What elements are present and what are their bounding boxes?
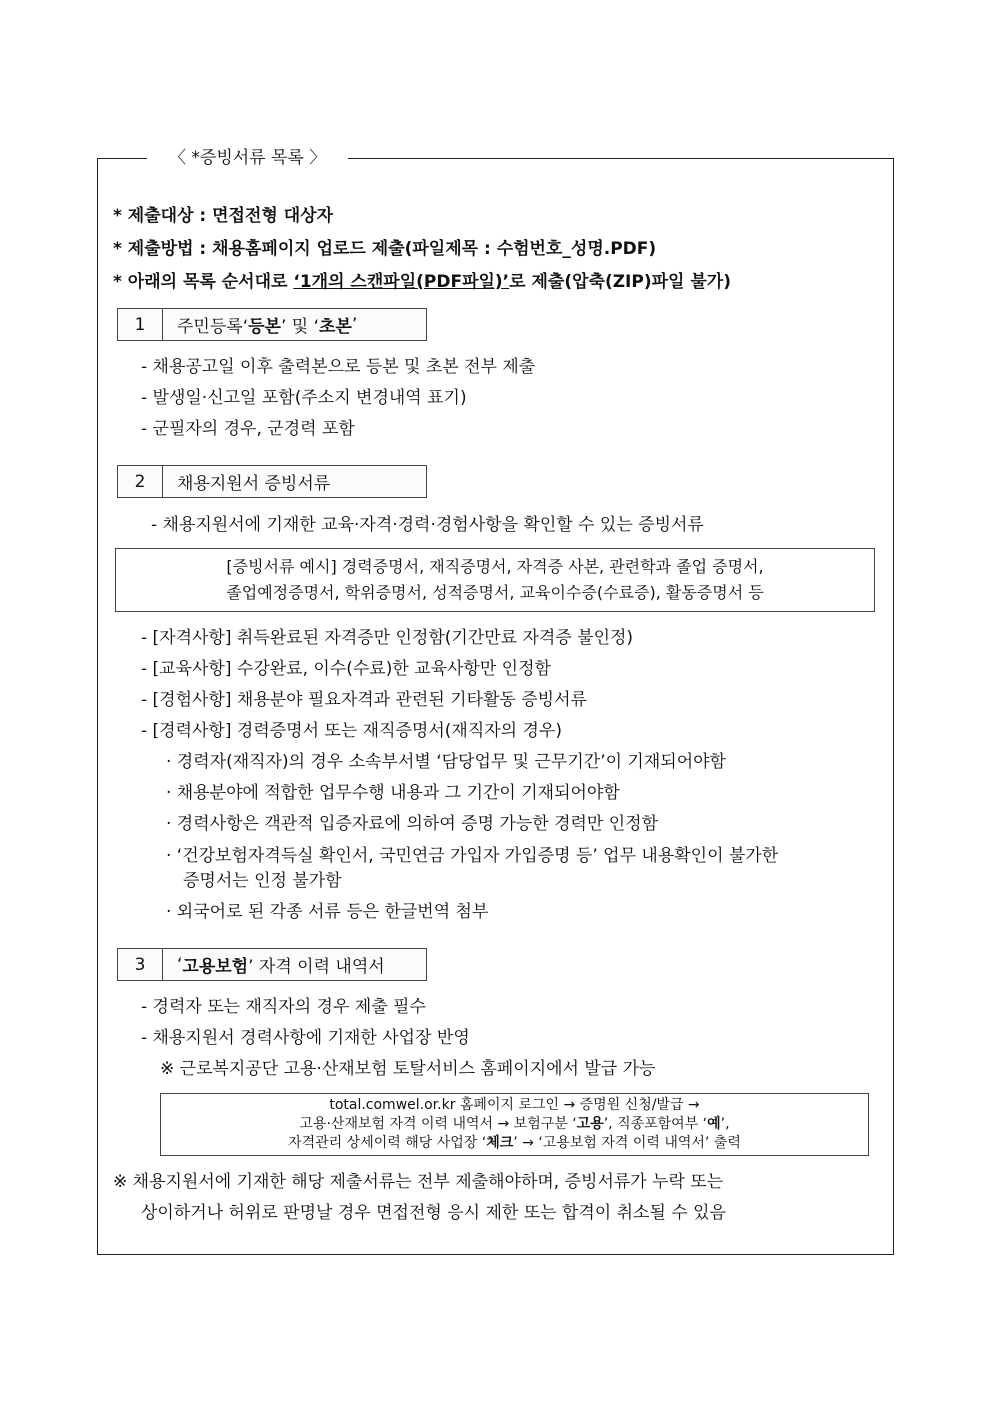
t2a: 고용·산재보험 자격 이력 내역서 → 보험구분 ‘ [299,1116,577,1132]
total-line-2 [161,1115,868,1134]
t2e: ’, [720,1116,730,1132]
title-prefix: 〈 * [169,148,200,168]
title-suffix: 〉 [303,148,327,168]
intro-target: * 제출대상 : 면접전형 대상자 [113,206,334,226]
section3-label [163,949,385,980]
t2d: 예 [707,1116,721,1132]
example-line-2: 졸업예정증명서, 학위증명서, 성적증명서, 교육이수증(수료증), 활동증명서 등 [226,583,764,602]
intro-order-emphasis: ‘1개의 스캔파일(PDF파일)’ [293,272,510,292]
section2-subitem: · 경력사항은 객관적 입증자료에 의하여 증명 가능한 경력만 인정함 [166,814,659,834]
section2-subitem: · 채용분야에 적합한 업무수행 내용과 그 기간이 기재되어야함 [166,783,620,803]
section1-header [117,308,427,341]
s1-label-b: 등본 [248,317,281,337]
section1-label [163,309,357,340]
section2-lead: - 채용지원서에 기재한 교육·자격·경력·경험사항을 확인할 수 있는 증빙서류 [151,515,704,535]
intro-order-c: 로 제출(압축(ZIP)파일 불가) [509,272,731,292]
section3-item: - 경력자 또는 재직자의 경우 제출 필수 [141,997,426,1017]
footer-note-1: ※ 채용지원서에 기재한 해당 제출서류는 전부 제출해야하며, 증빙서류가 누락 또는 [113,1172,724,1192]
section2-subitem: · ‘건강보험자격득실 확인서, 국민연금 가입자 가입증명 등’ 업무 내용확인이 불가한 [166,846,779,866]
total-line-3 [161,1134,868,1153]
s1-label-d: 초본 [319,317,352,337]
intro-order [113,270,731,294]
section2-subitem: · 외국어로 된 각종 서류 등은 한글번역 첨부 [166,902,489,922]
s3-label-a: ‘ [177,954,183,975]
section2-item: - [자격사항] 취득완료된 자격증만 인정함(기간만료 자격증 불인정) [141,628,634,648]
section2-number: 2 [118,466,163,497]
intro-method: * 제출방법 : 채용홈페이지 업로드 제출(파일제목 : 수험번호_성명.PDF) [113,239,657,259]
section2-item: - [경험사항] 채용분야 필요자격과 관련된 기타활동 증빙서류 [141,690,587,710]
t2c: ’, 직종포함여부 ‘ [603,1116,708,1132]
section2-item: - [교육사항] 수강완료, 이수(수료)한 교육사항만 인정함 [141,659,551,679]
s3-label-b: 고용보험 [182,957,249,977]
t2b: 고용 [576,1116,604,1132]
example-line-1: [증빙서류 예시] 경력증명서, 재직증명서, 자격증 사본, 관련학과 졸업 증명서, [226,557,764,576]
title-main: 증빙서류 목록 [199,148,304,168]
example-box [115,548,875,612]
section3-number: 3 [118,949,163,980]
section1-item: - 채용공고일 이후 출력본으로 등본 및 초본 전부 제출 [141,357,536,377]
frame-title [147,145,348,171]
s1-label-e: ’ [351,314,358,335]
t3b: 체크 [486,1135,514,1151]
section2-header [117,465,427,498]
section2-subitem: · 경력자(재직자)의 경우 소속부서별 ‘담당업무 및 근무기간’이 기재되어야함 [166,752,726,772]
s3-label-c: ’ 자격 이력 내역서 [248,957,385,977]
s1-label-a: 주민등록‘ [177,317,249,337]
section2-label: 채용지원서 증빙서류 [177,474,331,494]
total-service-box [160,1093,869,1156]
section1-number: 1 [118,309,163,340]
section2-subitem-cont: 증명서는 인정 불가함 [183,871,342,891]
total-line-1: total.comwel.or.kr 홈페이지 로그인 → 증명원 신청/발급 → [329,1097,700,1113]
t3a: 자격관리 상세이력 해당 사업장 ‘ [288,1135,487,1151]
s1-label-c: ’ 및 ‘ [280,317,319,337]
t3c: ’ → ‘고용보험 자격 이력 내역서’ 출력 [513,1135,741,1151]
section3-item: - 채용지원서 경력사항에 기재한 사업장 반영 [141,1028,470,1048]
footer-note-2: 상이하거나 허위로 판명날 경우 면접전형 응시 제한 또는 합격이 취소될 수 있음 [141,1203,726,1223]
section1-item: - 군필자의 경우, 군경력 포함 [141,419,355,439]
section3-note: ※ 근로복지공단 고용·산재보험 토탈서비스 홈페이지에서 발급 가능 [160,1059,656,1079]
intro-order-a: * 아래의 목록 순서대로 [113,272,294,292]
section2-item: - [경력사항] 경력증명서 또는 재직증명서(재직자의 경우) [141,721,562,741]
section1-item: - 발생일·신고일 포함(주소지 변경내역 표기) [141,388,467,408]
section3-header [117,948,427,981]
